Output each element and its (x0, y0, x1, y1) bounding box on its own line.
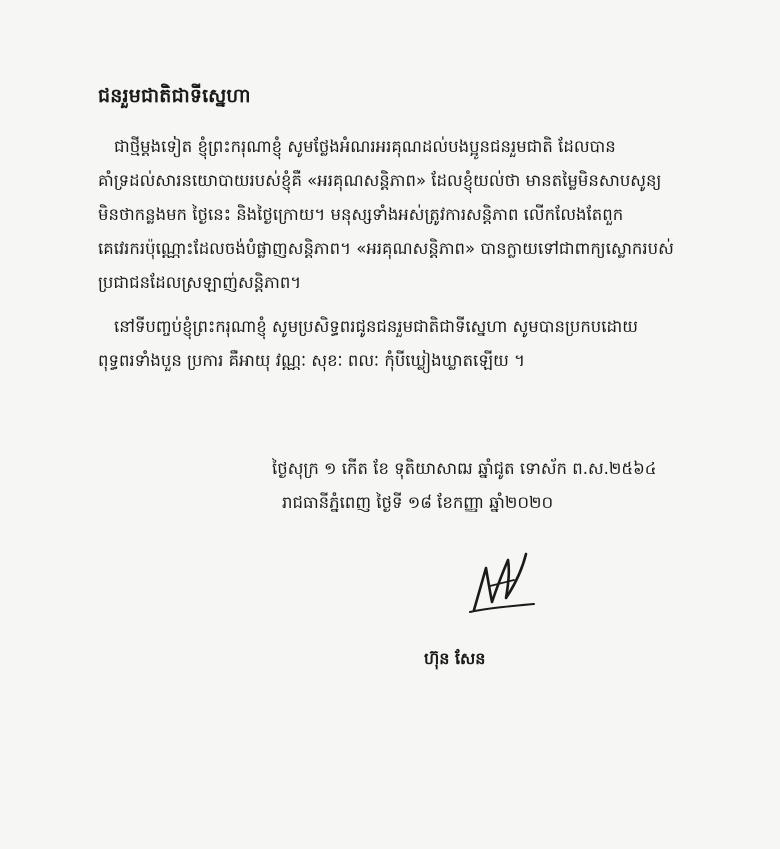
handwritten-signature (468, 546, 538, 616)
paragraph-line: ជាថ្មីម្តងទៀត ខ្ញុំព្រះករុណាខ្ញុំ សូមថ្លែងអំណរអរគុណដល់បងប្អូនជនរួមជាតិ ដែលបាន (114, 137, 616, 156)
paragraph-line: មិនថាកន្លងមក ថ្ងៃនេះ និងថ្ងៃក្រោយ។ មនុស្សទាំងអស់ត្រូវការសន្តិភាព លើកលែងតែពួក (98, 205, 624, 224)
paragraph-line: ប្រជាជនដែលស្រឡាញ់សន្តិភាព។ (98, 273, 302, 292)
signer-name: ហ៊ុន សែន (424, 649, 486, 668)
date-block (272, 452, 712, 520)
body-paragraph-2 (98, 310, 738, 378)
place-date-line: រាជធានីភ្នំពេញ ថ្ងៃទី ១៨ ខែកញ្ញា ឆ្នាំ២០២០ (282, 493, 554, 512)
lunar-date-line: ថ្ងៃសុក្រ ១ កើត ខែ ទុតិយាសាឍ ឆ្នាំជូត ទោស័ក ព.ស.២៥៦៤ (272, 459, 657, 478)
paragraph-line: ពុទ្ធពរទាំងបួន ប្រការ គឺអាយុ វណ្ណៈ សុខៈ ពលៈ កុំបីឃ្លៀងឃ្លាតឡើយ ។ (98, 351, 526, 370)
body-paragraph-1 (98, 130, 738, 300)
paragraph-line: នៅទីបញ្ចប់ខ្ញុំព្រះករុណាខ្ញុំ សូមប្រសិទ្ធពរជូនជនរួមជាតិជាទីស្នេហា សូមបានប្រកបដោយ (114, 317, 638, 336)
letter-salutation: ជនរួមជាតិជាទីស្នេហា (98, 85, 251, 107)
paragraph-line: គាំទ្រដល់សារនយោបាយរបស់ខ្ញុំគឺ «អរគុណសន្តិភាព» ដែលខ្ញុំយល់ថា មានតម្លៃមិនសាបសូន្យ (98, 171, 662, 190)
paragraph-line: គេវេរករប៉ុណ្ណោះដែលចង់បំផ្លាញសន្តិភាព។ «អរគុណសន្តិភាព» បានក្លាយទៅជាពាក្យស្លោករបស់ (98, 239, 674, 258)
